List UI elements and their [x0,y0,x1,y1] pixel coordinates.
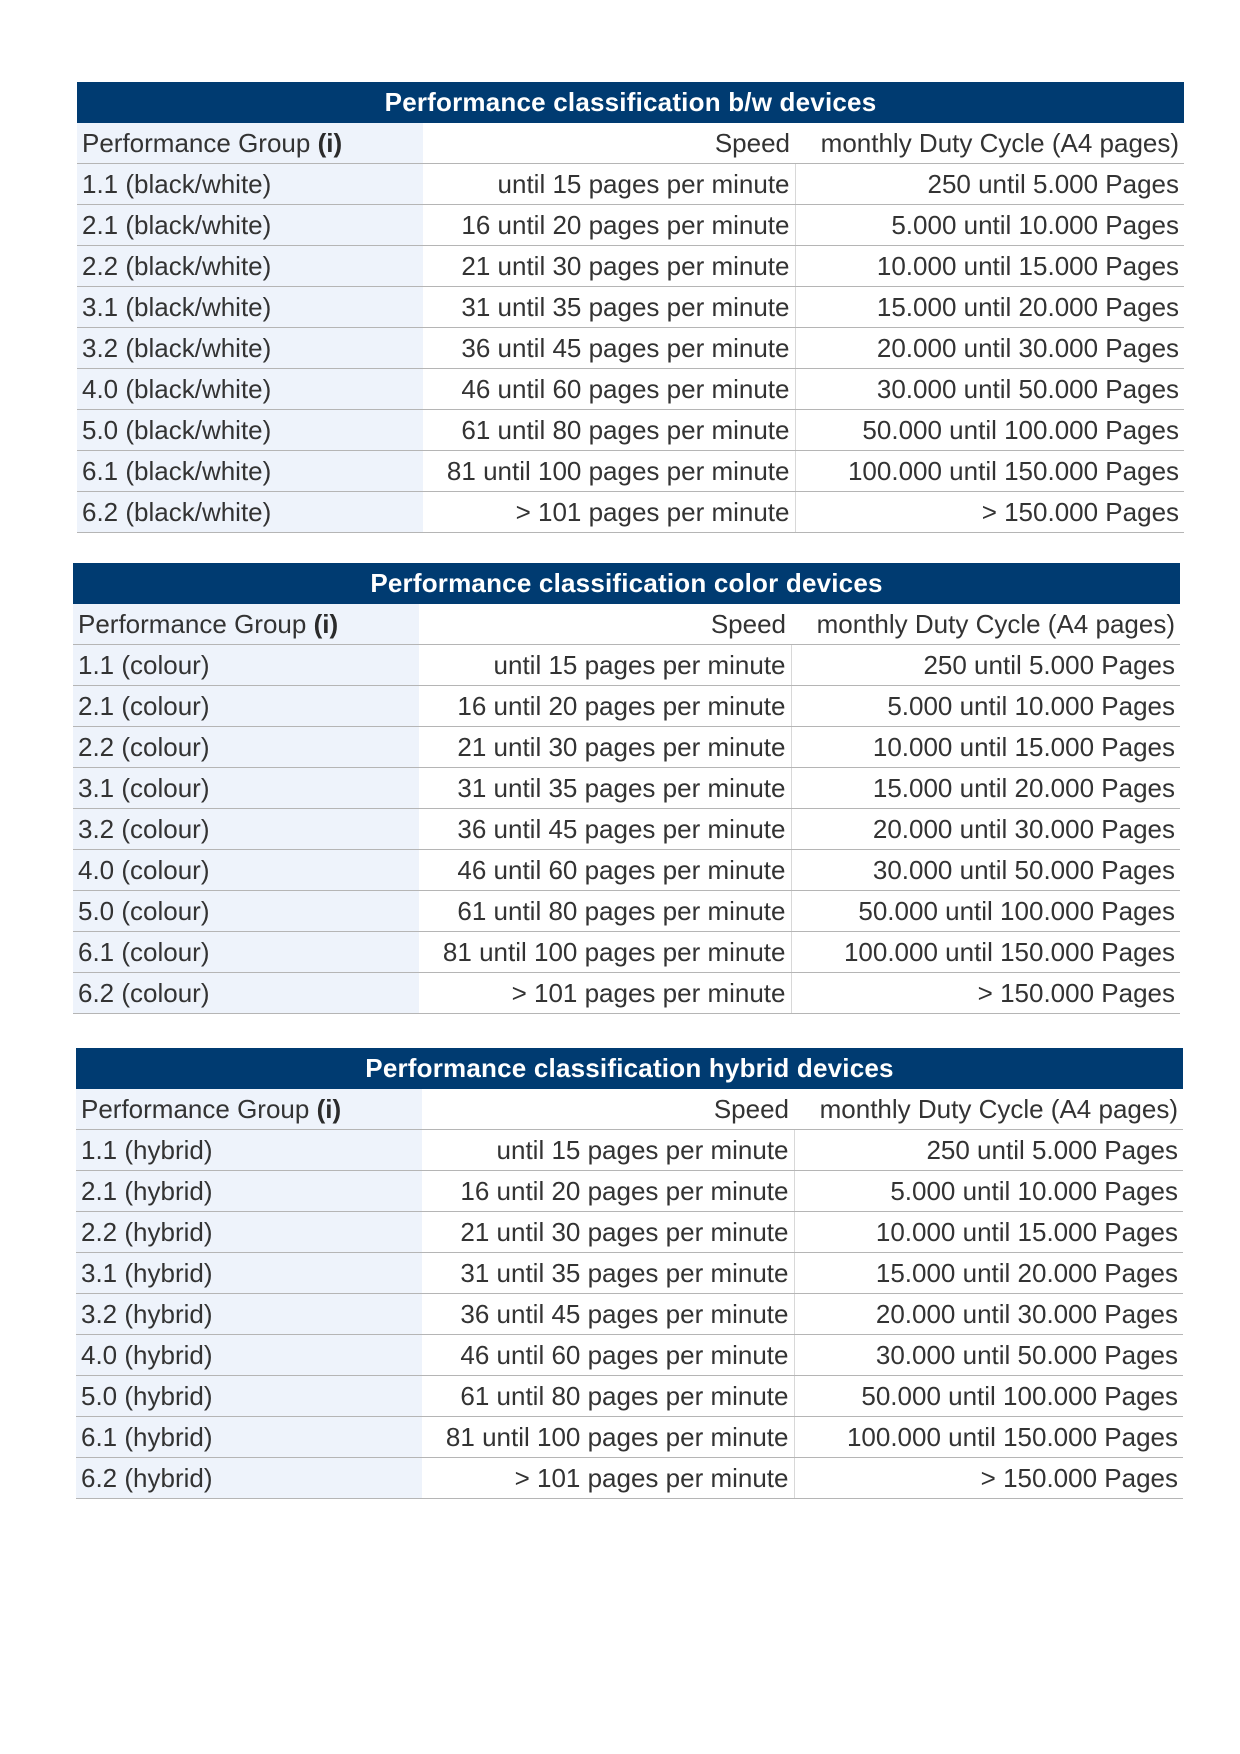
duty-cycle-cell: 5.000 until 10.000 Pages [794,1171,1183,1212]
table-row [73,686,1180,727]
table-row [73,891,1180,932]
table-row [77,451,1184,492]
speed-cell: 36 until 45 pages per minute [423,328,795,369]
duty-cycle-cell: 15.000 until 20.000 Pages [795,287,1184,328]
speed-cell: > 101 pages per minute [422,1458,794,1499]
speed-cell: 46 until 60 pages per minute [419,850,791,891]
speed-cell: 36 until 45 pages per minute [422,1294,794,1335]
column-header-row [77,123,1184,164]
duty-cycle-cell: 20.000 until 30.000 Pages [791,809,1180,850]
duty-cycle-cell: 30.000 until 50.000 Pages [795,369,1184,410]
speed-cell: 16 until 20 pages per minute [423,205,795,246]
duty-cycle-cell: 10.000 until 15.000 Pages [795,246,1184,287]
table-title: Performance classification b/w devices [77,82,1184,123]
performance-table-hybrid [76,1048,1183,1499]
column-header-duty-cycle: monthly Duty Cycle (A4 pages) [794,1089,1183,1130]
performance-table-bw [77,82,1184,533]
table-row [73,850,1180,891]
speed-cell: 81 until 100 pages per minute [423,451,795,492]
table-row [76,1171,1183,1212]
performance-group-cell: 1.1 (hybrid) [76,1130,422,1171]
speed-cell: 81 until 100 pages per minute [419,932,791,973]
table-row [73,727,1180,768]
duty-cycle-cell: 15.000 until 20.000 Pages [791,768,1180,809]
speed-cell: 31 until 35 pages per minute [419,768,791,809]
duty-cycle-cell: 50.000 until 100.000 Pages [795,410,1184,451]
performance-group-cell: 5.0 (hybrid) [76,1376,422,1417]
column-header-row [73,604,1180,645]
table-row [76,1458,1183,1499]
performance-group-cell: 2.2 (colour) [73,727,419,768]
performance-group-cell: 1.1 (colour) [73,645,419,686]
column-header-speed: Speed [419,604,791,645]
table-row [77,410,1184,451]
speed-cell: 46 until 60 pages per minute [422,1335,794,1376]
table-row [73,809,1180,850]
duty-cycle-cell: 10.000 until 15.000 Pages [794,1212,1183,1253]
performance-group-cell: 3.2 (hybrid) [76,1294,422,1335]
duty-cycle-cell: 100.000 until 150.000 Pages [794,1417,1183,1458]
table-row [76,1376,1183,1417]
speed-cell: 16 until 20 pages per minute [422,1171,794,1212]
performance-group-cell: 2.1 (colour) [73,686,419,727]
performance-group-cell: 2.1 (hybrid) [76,1171,422,1212]
speed-cell: until 15 pages per minute [419,645,791,686]
table-row [77,328,1184,369]
column-header-group: Performance Group (i) [76,1089,422,1130]
speed-cell: 61 until 80 pages per minute [422,1376,794,1417]
speed-cell: 16 until 20 pages per minute [419,686,791,727]
performance-group-cell: 3.1 (hybrid) [76,1253,422,1294]
duty-cycle-cell: 250 until 5.000 Pages [795,164,1184,205]
speed-cell: 46 until 60 pages per minute [423,369,795,410]
speed-cell: 31 until 35 pages per minute [422,1253,794,1294]
table-row [77,369,1184,410]
performance-group-cell: 6.1 (black/white) [77,451,423,492]
speed-cell: until 15 pages per minute [422,1130,794,1171]
duty-cycle-cell: 5.000 until 10.000 Pages [791,686,1180,727]
performance-group-cell: 3.2 (colour) [73,809,419,850]
column-header-group: Performance Group (i) [73,604,419,645]
column-header-group: Performance Group (i) [77,123,423,164]
duty-cycle-cell: 30.000 until 50.000 Pages [794,1335,1183,1376]
performance-group-cell: 6.1 (colour) [73,932,419,973]
duty-cycle-cell: 20.000 until 30.000 Pages [794,1294,1183,1335]
speed-cell: 61 until 80 pages per minute [419,891,791,932]
performance-group-cell: 4.0 (colour) [73,850,419,891]
duty-cycle-cell: > 150.000 Pages [791,973,1180,1014]
table-row [77,492,1184,533]
speed-cell: 21 until 30 pages per minute [423,246,795,287]
speed-cell: > 101 pages per minute [423,492,795,533]
duty-cycle-cell: 20.000 until 30.000 Pages [795,328,1184,369]
column-header-duty-cycle: monthly Duty Cycle (A4 pages) [795,123,1184,164]
info-link[interactable]: (i) [313,608,339,639]
table-row [77,287,1184,328]
performance-group-cell: 2.2 (black/white) [77,246,423,287]
table-row [76,1253,1183,1294]
table-row [73,645,1180,686]
duty-cycle-cell: 10.000 until 15.000 Pages [791,727,1180,768]
performance-table-color [73,563,1180,1014]
column-header-speed: Speed [422,1089,794,1130]
table-row [76,1294,1183,1335]
table-row [73,973,1180,1014]
duty-cycle-cell: 50.000 until 100.000 Pages [791,891,1180,932]
performance-group-cell: 4.0 (hybrid) [76,1335,422,1376]
duty-cycle-cell: 250 until 5.000 Pages [791,645,1180,686]
performance-group-cell: 2.1 (black/white) [77,205,423,246]
duty-cycle-cell: 5.000 until 10.000 Pages [795,205,1184,246]
speed-cell: > 101 pages per minute [419,973,791,1014]
duty-cycle-cell: > 150.000 Pages [795,492,1184,533]
table-row [77,164,1184,205]
table-row [77,246,1184,287]
table-row [76,1335,1183,1376]
table-title: Performance classification color devices [73,563,1180,604]
column-header-duty-cycle: monthly Duty Cycle (A4 pages) [791,604,1180,645]
speed-cell: 61 until 80 pages per minute [423,410,795,451]
speed-cell: 21 until 30 pages per minute [422,1212,794,1253]
performance-group-cell: 6.2 (hybrid) [76,1458,422,1499]
duty-cycle-cell: 100.000 until 150.000 Pages [791,932,1180,973]
performance-group-cell: 5.0 (colour) [73,891,419,932]
duty-cycle-cell: 100.000 until 150.000 Pages [795,451,1184,492]
performance-group-cell: 1.1 (black/white) [77,164,423,205]
table-row [77,205,1184,246]
performance-group-cell: 5.0 (black/white) [77,410,423,451]
duty-cycle-cell: 250 until 5.000 Pages [794,1130,1183,1171]
table-row [76,1212,1183,1253]
column-header-row [76,1089,1183,1130]
performance-group-cell: 4.0 (black/white) [77,369,423,410]
table-row [76,1417,1183,1458]
duty-cycle-cell: 15.000 until 20.000 Pages [794,1253,1183,1294]
speed-cell: 36 until 45 pages per minute [419,809,791,850]
performance-group-cell: 3.1 (black/white) [77,287,423,328]
info-link[interactable]: (i) [316,1093,342,1124]
table-row [76,1130,1183,1171]
table-row [73,932,1180,973]
speed-cell: 21 until 30 pages per minute [419,727,791,768]
duty-cycle-cell: 50.000 until 100.000 Pages [794,1376,1183,1417]
performance-group-cell: 6.2 (colour) [73,973,419,1014]
speed-cell: 81 until 100 pages per minute [422,1417,794,1458]
performance-group-cell: 3.2 (black/white) [77,328,423,369]
table-row [73,768,1180,809]
column-header-speed: Speed [423,123,795,164]
duty-cycle-cell: > 150.000 Pages [794,1458,1183,1499]
table-title: Performance classification hybrid devices [76,1048,1183,1089]
duty-cycle-cell: 30.000 until 50.000 Pages [791,850,1180,891]
info-link[interactable]: (i) [317,127,343,158]
speed-cell: until 15 pages per minute [423,164,795,205]
performance-group-cell: 3.1 (colour) [73,768,419,809]
performance-group-cell: 6.2 (black/white) [77,492,423,533]
performance-group-cell: 2.2 (hybrid) [76,1212,422,1253]
speed-cell: 31 until 35 pages per minute [423,287,795,328]
performance-group-cell: 6.1 (hybrid) [76,1417,422,1458]
